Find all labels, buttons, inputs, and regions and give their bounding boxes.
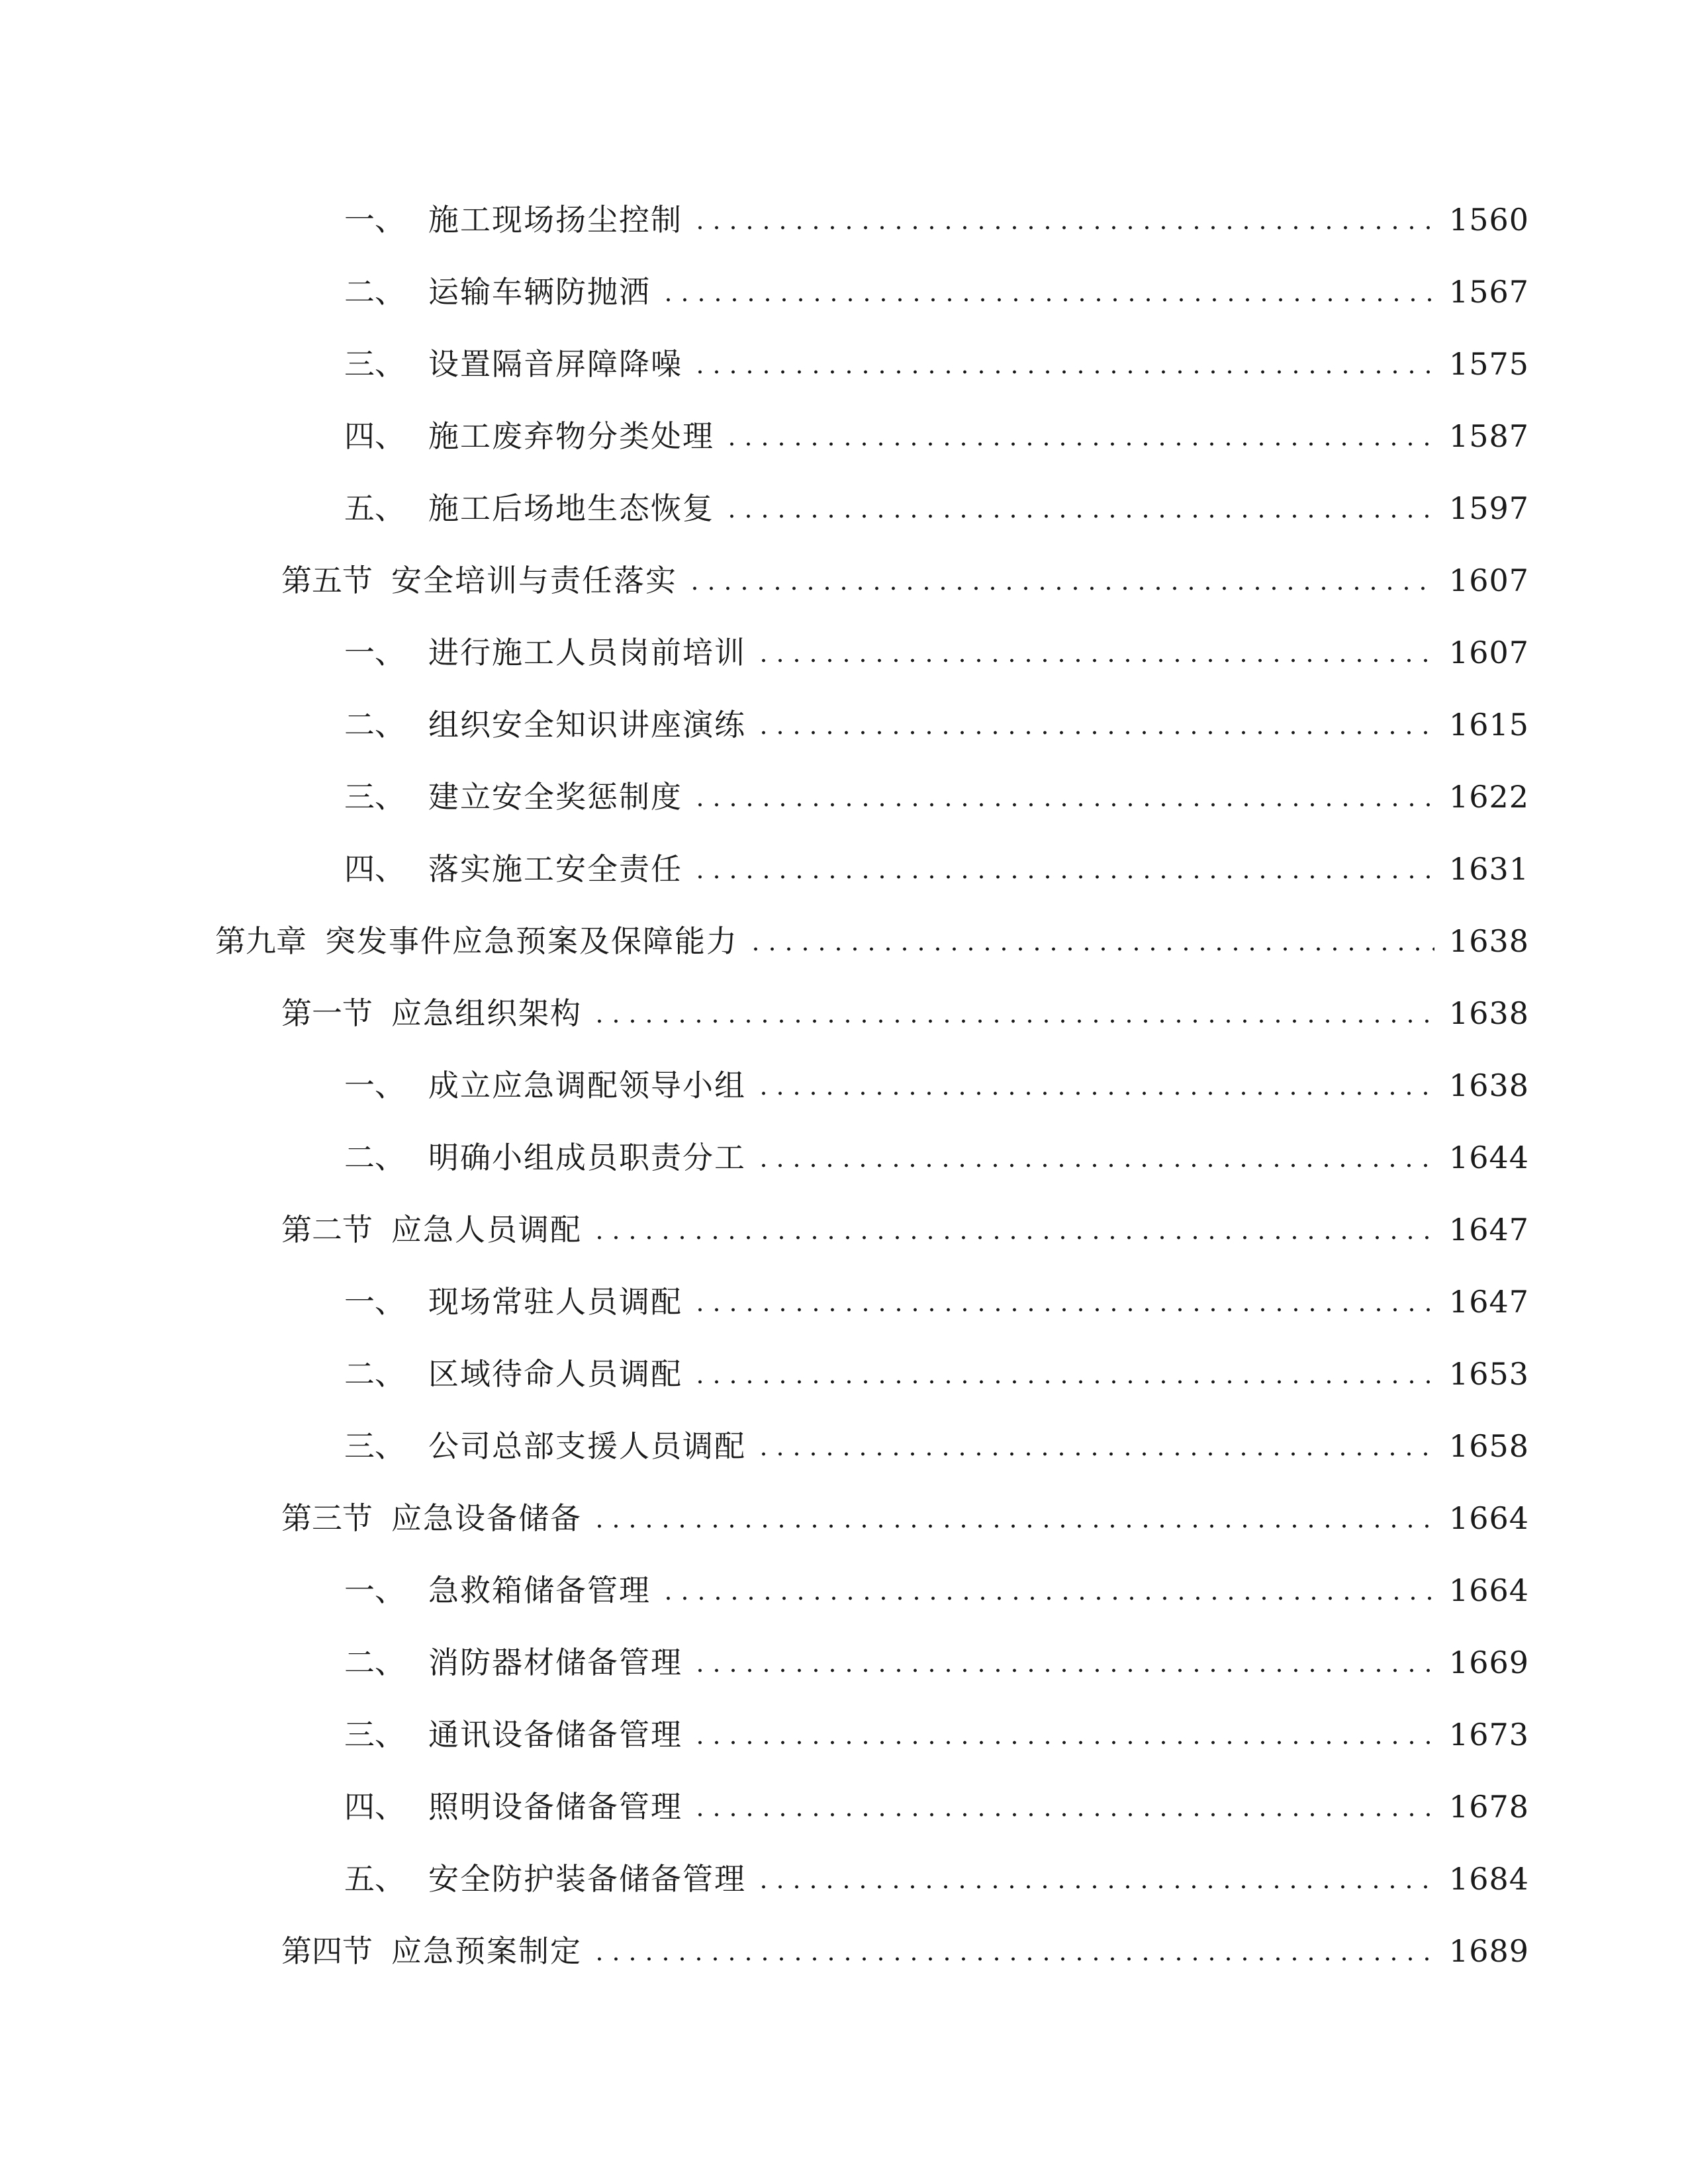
toc-entry[interactable] [344, 1780, 1529, 1833]
toc-entry-title: 急救箱储备管理 [428, 1572, 651, 1608]
toc-entry-number: 五、 [344, 490, 405, 526]
toc-entry[interactable] [215, 915, 1529, 968]
toc-entry[interactable] [281, 1492, 1529, 1545]
toc-entry-number: 三、 [344, 1717, 405, 1752]
toc-entry-title: 突发事件应急预案及保障能力 [325, 923, 738, 959]
toc-entry-number: 五、 [344, 1861, 405, 1897]
dot-leader [747, 947, 1434, 951]
toc-entry[interactable] [344, 1852, 1529, 1905]
toc-entry-title: 应急组织架构 [391, 995, 582, 1031]
toc-entry-title: 应急设备储备 [391, 1500, 582, 1536]
toc-entry-title: 施工后场地生态恢复 [428, 490, 714, 526]
toc-entry-page: 1684 [1448, 1861, 1529, 1897]
toc-entry-number: 二、 [344, 274, 405, 310]
dot-leader [755, 1885, 1434, 1889]
dot-leader [755, 731, 1434, 735]
toc-entry-title: 明确小组成员职责分工 [428, 1140, 746, 1175]
toc-entry-page: 1575 [1448, 346, 1529, 382]
toc-entry-page: 1607 [1448, 635, 1529, 670]
toc-entry-title: 落实施工安全责任 [428, 851, 682, 887]
toc-entry-title: 消防器材储备管理 [428, 1645, 682, 1680]
toc-entry-number: 二、 [344, 1645, 405, 1680]
toc-entry-number: 三、 [344, 346, 405, 382]
dot-leader [692, 1380, 1434, 1384]
toc-entry-number: 三、 [344, 779, 405, 815]
toc-entry-title: 应急预案制定 [391, 1933, 582, 1969]
toc-entry-title: 建立安全奖惩制度 [428, 779, 682, 815]
toc-entry-page: 1622 [1448, 779, 1529, 815]
toc-entry[interactable] [344, 770, 1529, 823]
toc-entry-title: 通讯设备储备管理 [428, 1717, 682, 1752]
toc-entry-page: 1669 [1448, 1645, 1529, 1680]
toc-entry[interactable] [344, 626, 1529, 679]
dot-leader [660, 1596, 1434, 1600]
toc-entry[interactable] [281, 987, 1529, 1040]
toc-entry[interactable] [281, 1203, 1529, 1256]
toc-entry-number: 第二节 [281, 1212, 373, 1248]
toc-entry-title: 公司总部支援人员调配 [428, 1428, 746, 1464]
toc-entry-page: 1638 [1448, 995, 1529, 1031]
toc-entry-number: 第一节 [281, 995, 373, 1031]
toc-entry[interactable] [344, 1636, 1529, 1689]
toc-entry-number: 三、 [344, 1428, 405, 1464]
toc-entry[interactable] [281, 1925, 1529, 1978]
toc-entry[interactable] [344, 1420, 1529, 1473]
toc-entry[interactable] [344, 1275, 1529, 1328]
toc-entry-number: 四、 [344, 418, 405, 454]
dot-leader [692, 1668, 1434, 1672]
toc-entry-page: 1678 [1448, 1789, 1529, 1825]
toc-entry-number: 第九章 [215, 923, 306, 959]
dot-leader [660, 298, 1434, 302]
toc-entry[interactable] [344, 482, 1529, 535]
dot-leader [591, 1957, 1434, 1961]
toc-entry[interactable] [344, 1347, 1529, 1400]
toc-entry-title: 进行施工人员岗前培训 [428, 635, 746, 670]
dot-leader [724, 442, 1434, 446]
toc-entry-page: 1647 [1448, 1212, 1529, 1248]
toc-entry[interactable] [344, 265, 1529, 318]
toc-entry-number: 一、 [344, 635, 405, 670]
toc-entry-number: 二、 [344, 707, 405, 743]
toc-entry-page: 1607 [1448, 563, 1529, 598]
dot-leader [692, 226, 1434, 230]
toc-entry-number: 一、 [344, 1068, 405, 1103]
dot-leader [724, 514, 1434, 518]
toc-entry-page: 1673 [1448, 1717, 1529, 1752]
dot-leader [692, 875, 1434, 879]
toc-entry-title: 组织安全知识讲座演练 [428, 707, 746, 743]
toc-entry[interactable] [344, 842, 1529, 895]
toc-entry-number: 二、 [344, 1356, 405, 1392]
toc-entry[interactable] [344, 193, 1529, 246]
toc-entry-number: 一、 [344, 202, 405, 238]
dot-leader [755, 1163, 1434, 1167]
dot-leader [692, 1813, 1434, 1817]
toc-entry-number: 第四节 [281, 1933, 373, 1969]
toc-entry-page: 1567 [1448, 274, 1529, 310]
dot-leader [692, 370, 1434, 374]
toc-entry[interactable] [344, 698, 1529, 751]
toc-entry[interactable] [344, 338, 1529, 390]
toc-entry-number: 四、 [344, 1789, 405, 1825]
toc-entry-number: 四、 [344, 851, 405, 887]
toc-entry[interactable] [344, 1708, 1529, 1761]
toc-entry-number: 一、 [344, 1572, 405, 1608]
toc-entry-page: 1658 [1448, 1428, 1529, 1464]
dot-leader [591, 1019, 1434, 1023]
toc-entry-title: 安全防护装备储备管理 [428, 1861, 746, 1897]
toc-entry[interactable] [344, 1564, 1529, 1617]
toc-entry-title: 区域待命人员调配 [428, 1356, 682, 1392]
toc-entry-title: 施工现场扬尘控制 [428, 202, 682, 238]
toc-entry[interactable] [344, 1131, 1529, 1184]
toc-entry-number: 二、 [344, 1140, 405, 1175]
toc-entry-page: 1597 [1448, 490, 1529, 526]
dot-leader [686, 586, 1434, 590]
toc-entry-page: 1638 [1448, 923, 1529, 959]
toc-entry-page: 1615 [1448, 707, 1529, 743]
toc-entry[interactable] [344, 1059, 1529, 1112]
toc-entry-title: 安全培训与责任落实 [391, 563, 677, 598]
toc-entry-title: 照明设备储备管理 [428, 1789, 682, 1825]
dot-leader [692, 803, 1434, 807]
dot-leader [755, 1452, 1434, 1456]
toc-entry-title: 设置隔音屏障降噪 [428, 346, 682, 382]
dot-leader [692, 1308, 1434, 1312]
toc-entry-title: 运输车辆防抛洒 [428, 274, 651, 310]
toc-entry-page: 1647 [1448, 1284, 1529, 1320]
toc-entry-page: 1644 [1448, 1140, 1529, 1175]
toc-entry-page: 1587 [1448, 418, 1529, 454]
dot-leader [755, 1091, 1434, 1095]
toc-entry[interactable] [344, 410, 1529, 463]
toc-entry-number: 第三节 [281, 1500, 373, 1536]
toc-entry-page: 1631 [1448, 851, 1529, 887]
toc-entry-page: 1689 [1448, 1933, 1529, 1969]
toc-entry-page: 1653 [1448, 1356, 1529, 1392]
toc-entry-page: 1664 [1448, 1500, 1529, 1536]
toc-entry-title: 应急人员调配 [391, 1212, 582, 1248]
toc-entry-title: 现场常驻人员调配 [428, 1284, 682, 1320]
dot-leader [755, 659, 1434, 662]
dot-leader [692, 1741, 1434, 1745]
toc-entry-title: 施工废弃物分类处理 [428, 418, 714, 454]
toc-entry-page: 1664 [1448, 1572, 1529, 1608]
dot-leader [591, 1524, 1434, 1528]
toc-entry[interactable] [281, 554, 1529, 607]
dot-leader [591, 1236, 1434, 1240]
toc-entry-number: 一、 [344, 1284, 405, 1320]
toc-entry-number: 第五节 [281, 563, 373, 598]
toc-entry-title: 成立应急调配领导小组 [428, 1068, 746, 1103]
toc-entry-page: 1638 [1448, 1068, 1529, 1103]
toc-entry-page: 1560 [1448, 202, 1529, 238]
